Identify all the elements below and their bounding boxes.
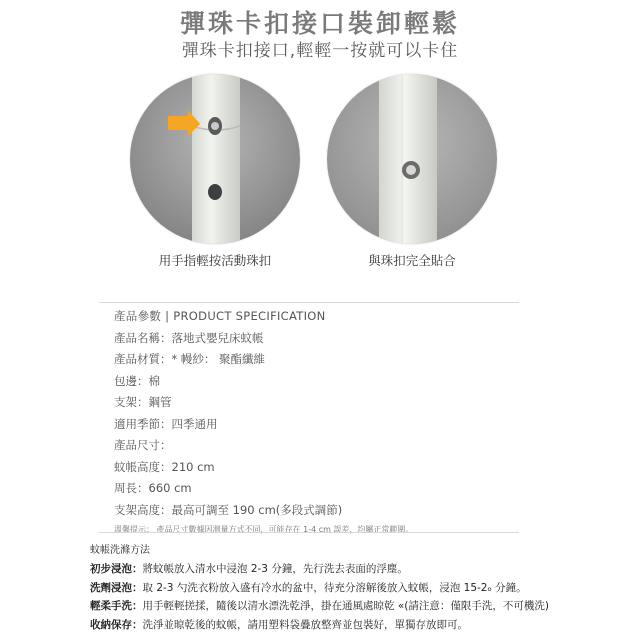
right-photo-caption: 與珠扣完全貼合 [368,253,456,268]
page-title: 彈珠卡扣接口裝卸輕鬆 [179,9,460,38]
bead-clip-press-photo [130,74,300,244]
spec-label: 周長： [114,481,149,495]
wash-step [90,597,635,616]
spec-label: 支架： [114,395,149,409]
wash-step-label: 收納保存： [90,618,143,631]
spec-row [114,328,534,350]
spec-value: * 幔紗： 聚酯纖維 [171,352,266,366]
wash-step-label: 輕柔手洗： [90,600,143,612]
wash-title: 蚊帳洗滌方法 [90,545,150,556]
page-subtitle: 彈珠卡扣接口,輕輕一按就可以卡住 [181,41,459,61]
wash-step-text: 用手輕輕搓揉，隨後以清水漂洗乾淨，掛在通風處晾乾 «(請注意：僅限手洗，不可機洗) [142,600,549,612]
spec-bottom-divider [99,532,519,533]
spec-label: 產品尺寸： [114,438,172,452]
wash-step [90,579,635,598]
spec-value: 最高可調至 190 cm(多段式調節) [171,502,343,517]
spec-label: 支架高度： [114,502,172,517]
spec-row [114,500,534,522]
spec-row [114,414,534,436]
spec-row [114,457,534,479]
wash-step-label: 初步浸泡： [90,563,143,575]
wash-step-label: 洗劑浸泡： [90,581,143,594]
left-photo-caption: 用手指輕按活動珠扣 [158,253,272,268]
spec-row [114,478,534,500]
wash-step-text: 將蚊帳放入清水中浸泡 2-3 分鐘，先行洗去表面的浮塵。 [142,563,408,575]
spec-value: 鋼管 [148,395,172,409]
wash-step-text: 取 2-3 勺洗衣粉放入盛有冷水的盆中，待充分溶解後放入蚊帳，浸泡 15-2ₒ 分鐘。 [142,581,527,594]
wash-step [90,560,635,579]
spec-value: 四季通用 [171,416,218,431]
wash-step [90,616,635,635]
spec-row [114,435,534,457]
spec-heading: 產品參數 | PRODUCT SPECIFICATION [114,309,326,323]
spec-value: 210 cm [171,459,215,474]
spec-label: 包邊： [114,373,149,388]
spec-row [114,392,534,414]
spec-label: 產品名稱： [114,330,172,345]
spec-value: 落地式嬰兒床蚊帳 [171,330,264,345]
spec-note: 溫馨提示： 產品尺寸數據因測量方式不同，可能存在 1-4 cm 誤差，均屬正常範圍。 [114,525,414,534]
spec-value: 660 cm [148,481,192,495]
spec-label: 產品材質： [114,352,172,366]
product-specification [114,306,534,538]
wash-step-text: 洗淨並晾乾後的蚊帳，請用塑料袋疊放整齊並包裝好，單獨存放即可。 [142,618,468,631]
spec-label: 蚊帳高度： [114,459,172,474]
spec-row [114,371,534,393]
washing-instructions [90,542,635,634]
spec-row [114,349,534,371]
spec-value: 棉 [148,373,160,388]
spec-top-divider [99,302,519,303]
spec-label: 適用季節： [114,416,172,431]
bead-clip-seated-photo [327,74,497,244]
